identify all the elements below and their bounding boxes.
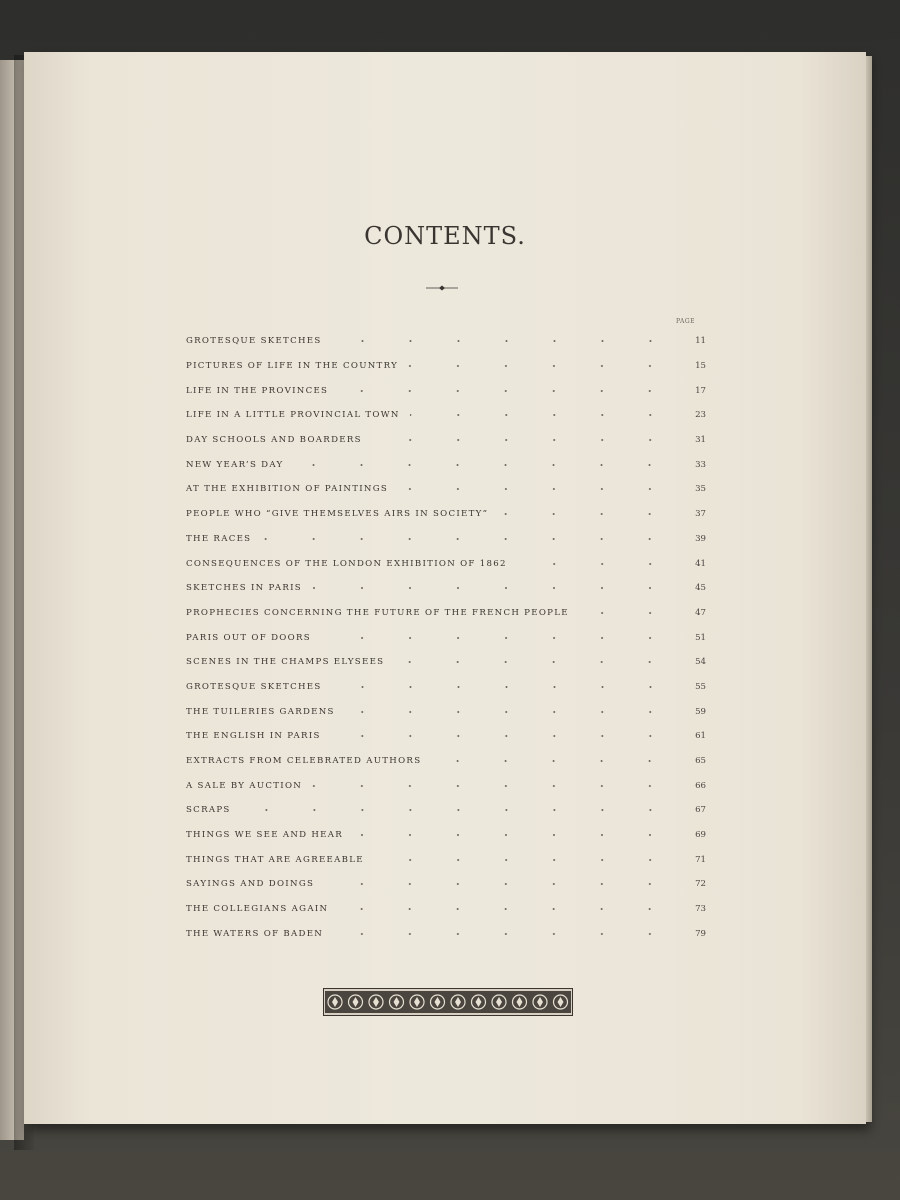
- toc-entry-page: 79: [695, 928, 706, 939]
- toc-entry-title: A SALE BY AUCTION: [186, 780, 303, 791]
- toc-entry-page: 31: [695, 435, 706, 446]
- toc-entry-page: 65: [695, 756, 706, 767]
- toc-entry: [186, 897, 706, 922]
- dot-leader: [579, 608, 674, 618]
- toc-entry-page: 66: [695, 780, 706, 791]
- toc-entry-page: 11: [695, 336, 706, 347]
- toc-entry-page: 47: [695, 607, 706, 618]
- toc-entry: [186, 601, 706, 626]
- toc-entry: [186, 403, 706, 428]
- dot-leader: [431, 756, 674, 766]
- toc-entry-title: AT THE EXHIBITION OF PAINTINGS: [186, 484, 389, 495]
- toc-entry: [186, 625, 706, 650]
- toc-entry-title: NEW YEAR’S DAY: [186, 459, 284, 470]
- toc-entry-title: EXTRACTS FROM CELEBRATED AUTHORS: [186, 756, 422, 767]
- toc-entry: [186, 329, 706, 354]
- toc-entry: [186, 551, 706, 576]
- toc-entry: [186, 452, 706, 477]
- dot-leader: [394, 657, 674, 667]
- toc-entry-page: 59: [695, 706, 706, 717]
- toc-entry-page: 51: [695, 632, 706, 643]
- dot-leader: [338, 904, 674, 914]
- dot-leader: [312, 583, 674, 593]
- toc-entry: [186, 823, 706, 848]
- toc-entry-page: 69: [695, 830, 706, 841]
- toc-entry: [186, 378, 706, 403]
- dot-leader: [324, 879, 674, 889]
- dot-leader: [333, 929, 674, 939]
- toc-entry: [186, 699, 706, 724]
- toc-entry: [186, 724, 706, 749]
- toc-entry: [186, 502, 706, 527]
- toc-entry-page: 54: [695, 657, 706, 668]
- dot-leader: [498, 509, 674, 519]
- toc-entry-title: THE WATERS OF BADEN: [186, 928, 324, 939]
- floral-band-ornament-icon: [323, 988, 573, 1016]
- dot-leader: [374, 855, 674, 865]
- toc-entry: [186, 749, 706, 774]
- dot-leader: [517, 559, 674, 569]
- toc-entry-page: 61: [695, 731, 706, 742]
- toc-entry: [186, 847, 706, 872]
- toc-entry-title: PEOPLE WHO “GIVE THEMSELVES AIRS IN SOCIETY”: [186, 509, 489, 520]
- toc-entry: [186, 773, 706, 798]
- toc-entry-title: SAYINGS AND DOINGS: [186, 879, 315, 890]
- diamond-rule-ornament-icon: [426, 285, 458, 291]
- toc-entry-page: 67: [695, 805, 706, 816]
- toc-entry: [186, 428, 706, 453]
- dot-leader: [332, 336, 674, 346]
- dot-leader: [353, 830, 674, 840]
- toc-entry: [186, 675, 706, 700]
- toc-entry-title: CONSEQUENCES OF THE LONDON EXHIBITION OF 1862: [186, 558, 507, 569]
- dot-leader: [332, 682, 674, 692]
- toc-entry-title: THE TUILERIES GARDENS: [186, 706, 335, 717]
- toc-entry-page: 33: [695, 459, 706, 470]
- toc-entry-title: THE COLLEGIANS AGAIN: [186, 904, 329, 915]
- table-of-contents: [186, 329, 706, 946]
- dot-leader: [372, 435, 674, 445]
- page-column-label: PAGE: [676, 318, 695, 325]
- toc-entry-page: 17: [695, 385, 706, 396]
- toc-entry-title: GROTESQUE SKETCHES: [186, 336, 322, 347]
- toc-entry: [186, 477, 706, 502]
- toc-entry-page: 55: [695, 681, 706, 692]
- toc-entry-title: SCENES IN THE CHAMPS ELYSEES: [186, 657, 385, 668]
- dot-leader: [398, 484, 674, 494]
- toc-entry-page: 45: [695, 583, 706, 594]
- toc-entry: [186, 527, 706, 552]
- toc-entry-page: 73: [695, 904, 706, 915]
- toc-entry-page: 37: [695, 509, 706, 520]
- toc-entry-title: THE ENGLISH IN PARIS: [186, 731, 321, 742]
- toc-entry: [186, 650, 706, 675]
- toc-entry-title: THINGS WE SEE AND HEAR: [186, 830, 344, 841]
- contents-page: [24, 52, 866, 1124]
- dot-leader: [312, 781, 674, 791]
- toc-entry-page: 39: [695, 533, 706, 544]
- toc-entry-title: DAY SCHOOLS AND BOARDERS: [186, 435, 362, 446]
- toc-entry: [186, 922, 706, 947]
- toc-entry-page: 23: [695, 410, 706, 421]
- dot-leader: [321, 633, 674, 643]
- toc-entry-title: LIFE IN THE PROVINCES: [186, 385, 329, 396]
- dot-leader: [293, 460, 674, 470]
- page-edge: [866, 56, 872, 1122]
- toc-entry-title: GROTESQUE SKETCHES: [186, 681, 322, 692]
- toc-entry-title: PICTURES OF LIFE IN THE COUNTRY: [186, 361, 399, 372]
- toc-entry-title: SKETCHES IN PARIS: [186, 583, 302, 594]
- dot-leader: [261, 534, 674, 544]
- page-title: CONTENTS.: [364, 222, 526, 250]
- dot-leader: [410, 410, 674, 420]
- toc-entry: [186, 354, 706, 379]
- dot-leader: [241, 805, 674, 815]
- toc-entry-title: PARIS OUT OF DOORS: [186, 632, 311, 643]
- toc-entry-page: 35: [695, 484, 706, 495]
- toc-entry-title: THE RACES: [186, 533, 252, 544]
- toc-entry-page: 71: [695, 854, 706, 865]
- dot-leader: [345, 707, 674, 717]
- toc-entry-page: 72: [695, 879, 706, 890]
- dot-leader: [338, 386, 674, 396]
- toc-entry-title: LIFE IN A LITTLE PROVINCIAL TOWN: [186, 410, 400, 421]
- toc-entry-title: THINGS THAT ARE AGREEABLE: [186, 854, 364, 865]
- toc-entry-title: SCRAPS: [186, 805, 231, 816]
- toc-entry-page: 41: [695, 558, 706, 569]
- dot-leader: [331, 731, 674, 741]
- toc-entry-title: PROPHECIES CONCERNING THE FUTURE OF THE FRENCH PEOPLE: [186, 607, 569, 618]
- toc-entry: [186, 798, 706, 823]
- toc-entry: [186, 872, 706, 897]
- dot-leader: [408, 361, 674, 371]
- toc-entry-page: 15: [695, 361, 706, 372]
- toc-entry: [186, 576, 706, 601]
